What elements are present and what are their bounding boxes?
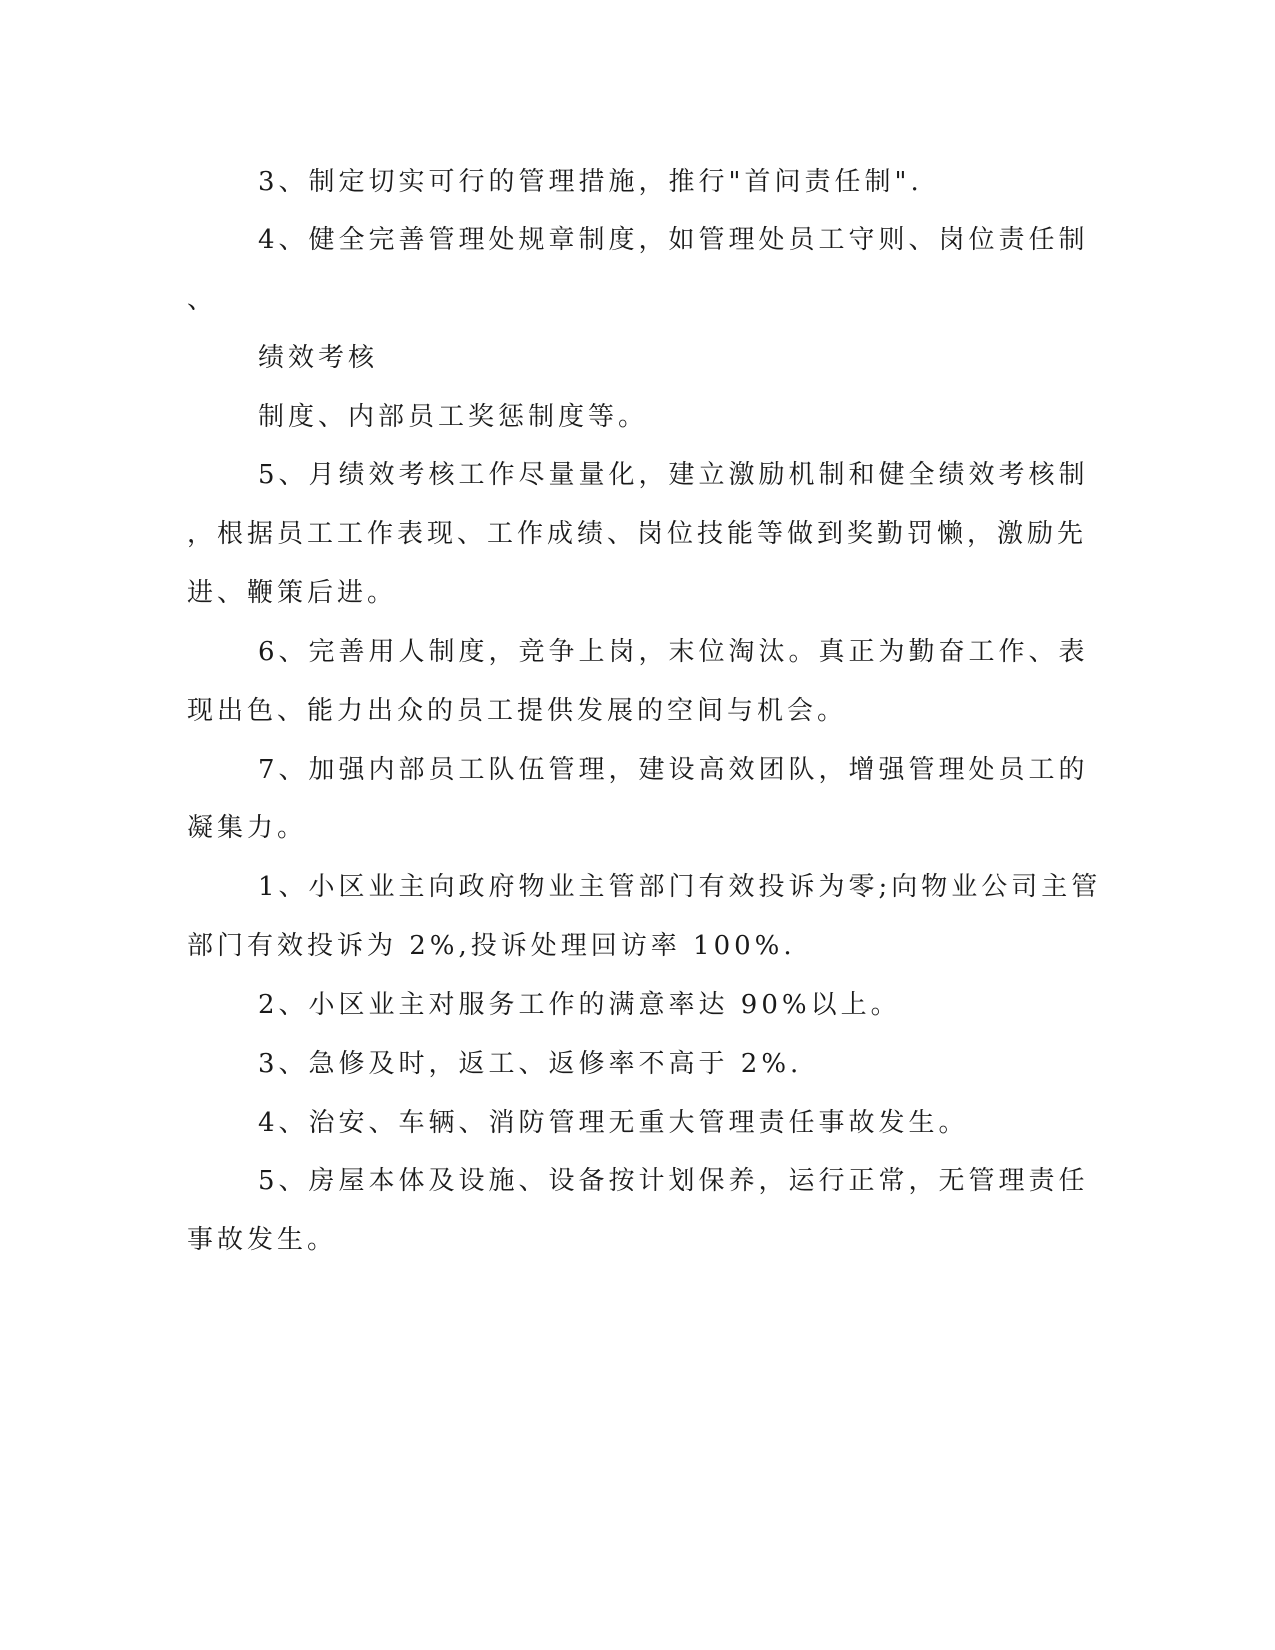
paragraph-line: ，根据员工工作表现、工作成绩、岗位技能等做到奖勤罚懒，激励先	[187, 519, 1088, 549]
paragraph-line: 凝集力。	[187, 813, 308, 843]
paragraph-line: 事故发生。	[187, 1225, 338, 1255]
paragraph-line: 3、制定切实可行的管理措施，推行"首问责任制".	[258, 167, 923, 197]
paragraph-line: 2、小区业主对服务工作的满意率达 90%以上。	[258, 990, 901, 1020]
paragraph-line: 3、急修及时，返工、返修率不高于 2%.	[258, 1049, 803, 1079]
paragraph-line: 4、治安、车辆、消防管理无重大管理责任事故发生。	[258, 1108, 969, 1138]
paragraph-line: 1、小区业主向政府物业主管部门有效投诉为零;向物业公司主管	[258, 872, 1102, 902]
paragraph-line: 制度、内部员工奖惩制度等。	[258, 402, 649, 432]
paragraph-line: 绩效考核	[258, 343, 379, 373]
paragraph-line: 进、鞭策后进。	[187, 578, 398, 608]
paragraph-line: 6、完善用人制度，竞争上岗，末位淘汰。真正为勤奋工作、表	[258, 637, 1089, 667]
paragraph-line: 部门有效投诉为 2%,投诉处理回访率 100%.	[187, 931, 796, 961]
paragraph-line: 4、健全完善管理处规章制度，如管理处员工守则、岗位责任制	[258, 225, 1089, 255]
paragraph-line: 5、房屋本体及设施、设备按计划保养，运行正常，无管理责任	[258, 1166, 1089, 1196]
paragraph-line: 5、月绩效考核工作尽量量化，建立激励机制和健全绩效考核制	[258, 460, 1089, 490]
paragraph-line: 、	[187, 285, 218, 315]
paragraph-line: 现出色、能力出众的员工提供发展的空间与机会。	[187, 696, 848, 726]
paragraph-line: 7、加强内部员工队伍管理，建设高效团队，增强管理处员工的	[258, 755, 1089, 785]
